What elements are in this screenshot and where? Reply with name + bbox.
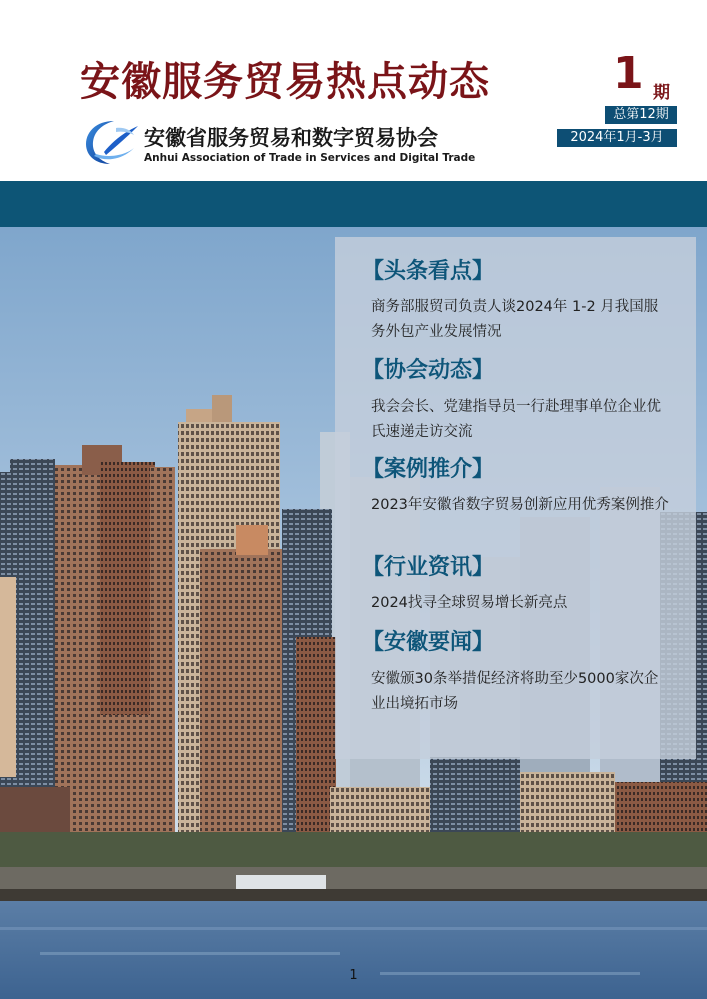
association-name-cn: 安徽省服务贸易和数字贸易协会 xyxy=(144,126,438,150)
association-name-en: Anhui Association of Trade in Services and Digital Trade xyxy=(144,152,476,164)
airplane-globe-icon xyxy=(84,118,140,166)
section-item-anhui-news[interactable]: 安徽颁30条举措促经济将助至少5000家次企业出境拓市场 xyxy=(371,671,659,712)
issue-number: 1 xyxy=(613,48,644,99)
section-heading-industry: 【行业资讯】 xyxy=(362,555,495,580)
section-item-cases[interactable]: 2023年安徽省数字贸易创新应用优秀案例推介 xyxy=(371,497,669,513)
section-heading-headline: 【头条看点】 xyxy=(362,259,495,284)
section-heading-cases: 【案例推介】 xyxy=(362,457,495,482)
section-heading-association: 【协会动态】 xyxy=(362,358,495,383)
section-item-industry[interactable]: 2024找寻全球贸易增长新亮点 xyxy=(371,595,568,611)
page-number: 1 xyxy=(349,968,358,983)
date-range-badge: 2024年1月-3月 xyxy=(557,129,677,147)
issue-unit: 期 xyxy=(653,83,670,103)
section-heading-anhui-news: 【安徽要闻】 xyxy=(362,630,495,655)
publication-title: 安徽服务贸易热点动态 xyxy=(80,59,490,105)
section-item-headline[interactable]: 商务部服贸司负责人谈2024年 1-2 月我国服务外包产业发展情况 xyxy=(371,299,659,340)
section-item-association[interactable]: 我会会长、党建指导员一行赴理事单位企业优氏速递走访交流 xyxy=(371,399,661,440)
total-issue-badge: 总第12期 xyxy=(605,106,677,124)
header-band xyxy=(0,181,707,227)
